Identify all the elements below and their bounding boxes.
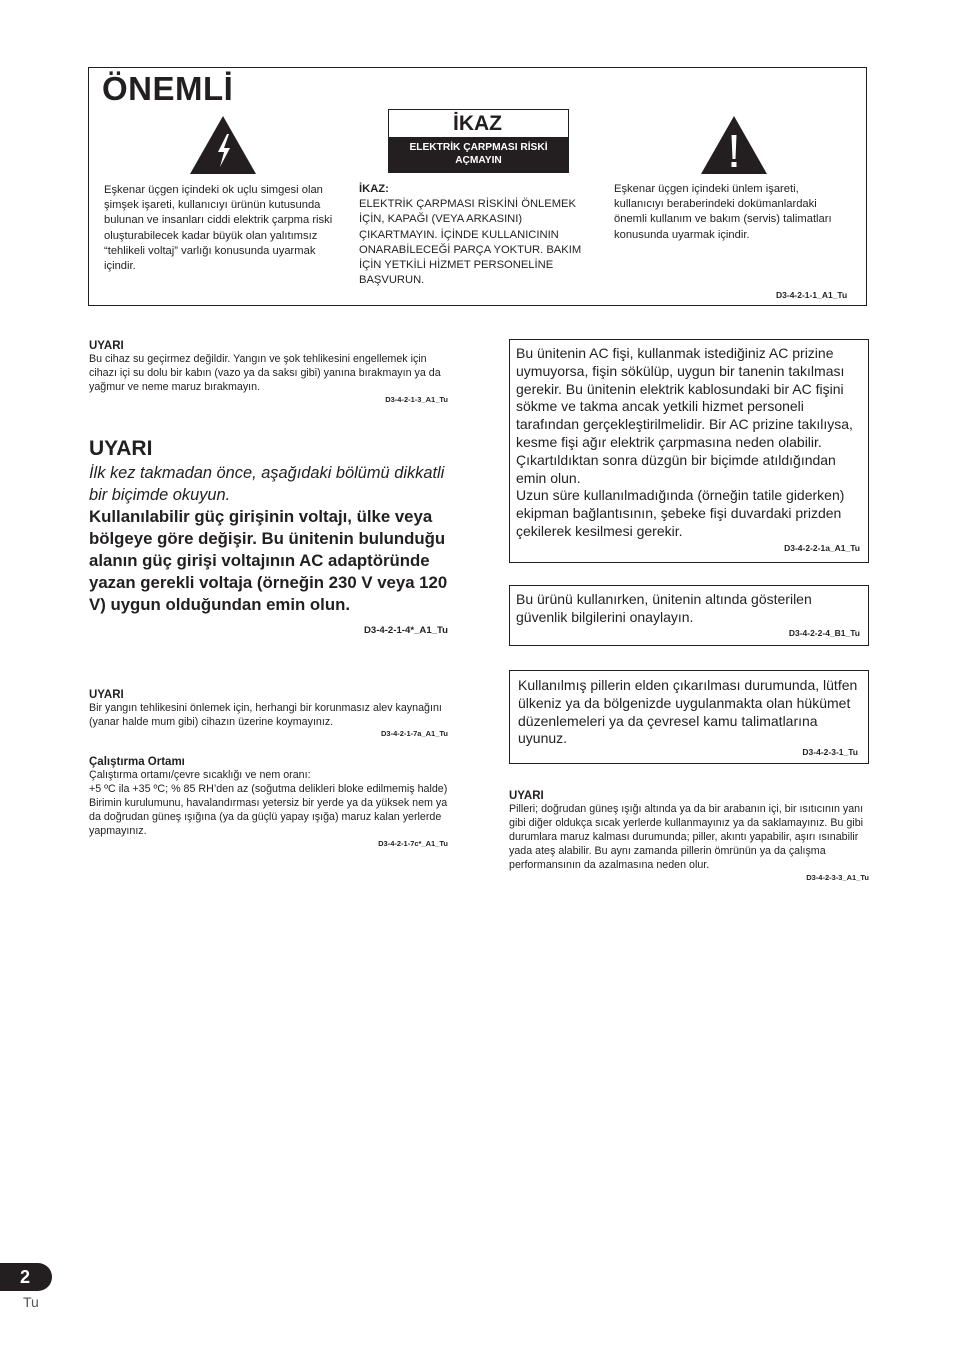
warning-text: Pilleri; doğrudan güneş ışığı altında ya da bir arabanın içi, bir ısıtıcının yanı gibi diğer oldukça sıcak yerlerde kullanmayınız ya da saklamayınız. Bu gibi durumlara maruz kalması durumunda; piller, akıntı yapabilir, aşırı ısınabilir yada ateş alabilir. Bu aynı zamanda pillerin ömrünün ya da çalışma performansının da azalmasına neden olur. (509, 803, 864, 871)
warning-text: Bu cihaz su geçirmez değildir. Yangın ve şok tehlikesini engellemek için cihazı içi su dolu bir kabın (vazo ya da saksı gibi) yanına bırakmayın ya da yağmur ve neme maruz bırakmayın. (89, 353, 441, 393)
doc-code: D3-4-2-1-7a_A1_Tu (381, 729, 448, 738)
warning-label: UYARI (509, 790, 544, 802)
lightning-warning-icon (189, 115, 257, 175)
doc-code: D3-4-2-2-1a_A1_Tu (784, 543, 860, 553)
warning-battery-heat (509, 790, 869, 882)
caution-text-label: İKAZ: (359, 183, 389, 195)
warning-water (89, 340, 448, 404)
battery-disposal-box (509, 670, 869, 764)
operating-environment (89, 756, 448, 848)
operating-environment-line: Çalıştırma ortamı/çevre sıcaklığı ve nem oranı: (89, 769, 311, 781)
caution-label-title: İKAZ (453, 112, 502, 135)
caution-text-block (359, 182, 599, 288)
warning-fire (89, 689, 448, 738)
warning-label: UYARI (89, 689, 124, 701)
caution-label-banner (389, 137, 568, 172)
ac-plug-paragraph: Uzun süre kullanılmadığında (örneğin tatile giderken) ekipman bağlantısının, şebeke fişi duvardaki prizden çekilerek kesilmesi gerekir. (516, 487, 845, 539)
doc-code: D3-4-2-1-3_A1_Tu (385, 395, 448, 404)
exclamation-warning-icon (700, 115, 768, 175)
safety-info-text: Bu ürünü kullanırken, ünitenin altında gösterilen güvenlik bilgilerini onaylayın. (516, 591, 812, 625)
safety-info-box (509, 585, 869, 646)
warning-voltage (89, 437, 448, 636)
battery-disposal-text: Kullanılmış pillerin elden çıkarılması durumunda, lütfen ülkeniz ya da bölgenizde uygulanmakta olan hükümet düzenlemeleri ya da çevresel kamu talimatlarına uyunuz. (518, 677, 858, 747)
page-title: ÖNEMLİ (102, 70, 234, 107)
exclamation-description: Eşkenar üçgen içindeki ünlem işareti, kullanıcıyı beraberindeki dokümanlardaki önemli kullanım ve bakım (servis) talimatları konusunda uyarmak içindir. (614, 183, 832, 241)
section-heading: UYARI (89, 437, 153, 460)
doc-code: D3-4-2-1-1_A1_Tu (776, 290, 848, 300)
warning-text: Bir yangın tehlikesini önlemek için, herhangi bir korunmasız alev kaynağını (yanar halde mum gibi) cihazın üzerine koymayınız. (89, 702, 442, 728)
operating-environment-line: Birimin kurulumunu, havalandırması yetersiz bir yerde ya da yüksek nem ya da doğrudan güneş ışığına (ya da güçlü yapay ışığa) maruz kalan yerlerde yapmayınız. (89, 797, 448, 837)
doc-code: D3-4-2-1-4*_A1_Tu (363, 625, 448, 636)
ac-plug-paragraph: Bu ünitenin AC fişi, kullanmak istediğiniz AC prizine uymuyorsa, fişin sökülüp, uygun bir tanenin takılması gerekir. Bu ünitenin elektrik kablosundaki bir AC fişini sökme ve takma ancak yetkili hizmet personeli tarafından gerçekleştirilmelidir. Bir AC prizine takılıysa, kesme fişi ağır elektrik çarpmasına neden olabilir. Çıkartıldıktan sonra düzgün bir biçimde atıldığından emin olun. (516, 345, 853, 486)
language-code: Tu (23, 1294, 39, 1310)
page-number: 2 (20, 1267, 31, 1287)
lightning-description: Eşkenar üçgen içindeki ok uçlu simgesi olan şimşek işareti, kullanıcıyı ürünün kutusunda bulunan ve insanları ciddi elektrik çarpma riski oluşturabilecek kadar büyük olan yalıtımsız “tehlikeli voltaj” varlığı konusunda uyarmak içindir. (104, 184, 333, 273)
page-number-badge (0, 1263, 52, 1291)
operating-environment-label: Çalıştırma Ortamı (89, 756, 185, 768)
warning-label: UYARI (89, 340, 124, 352)
read-instructions-note: İlk kez takmadan önce, aşağıdaki bölümü dikkatli bir biçimde okuyun. (89, 464, 445, 504)
voltage-warning-text: Kullanılabilir güç girişinin voltajı, ülke veya bölgeye göre değişir. Bu ünitenin bulunduğu alanın güç girişi voltajının AC adaptöründe yazan gerekli voltaja (örneğin 230 V veya 120 V) uygun olduğundan emin olun. (89, 507, 448, 614)
doc-code: D3-4-2-1-7c*_A1_Tu (378, 839, 448, 848)
operating-environment-line: +5 ºC ila +35 ºC; % 85 RH’den az (soğutma delikleri bloke edilmemiş halde) (89, 783, 448, 795)
doc-code: D3-4-2-3-3_A1_Tu (806, 873, 869, 882)
caution-label-box (388, 109, 569, 173)
doc-code: D3-4-2-3-1_Tu (802, 747, 858, 757)
ac-plug-notice-text (516, 345, 862, 541)
ac-plug-notice-box (509, 339, 869, 563)
caution-banner-text: ELEKTRİK ÇARPMASI RİSKİ AÇMAYIN (409, 142, 548, 166)
doc-code: D3-4-2-2-4_B1_Tu (788, 628, 860, 638)
caution-text-body: ELEKTRİK ÇARPMASI RİSKİNİ ÖNLEMEK İÇİN, KAPAĞI (VEYA ARKASINI) ÇIKARTMAYIN. İÇİNDE KULLANICININ ONARABİLECEĞİ PARÇA YOKTUR. BAKIM İÇİN YETKİLİ HİZMET PERSONELİNE BAŞVURUN. (359, 198, 582, 287)
